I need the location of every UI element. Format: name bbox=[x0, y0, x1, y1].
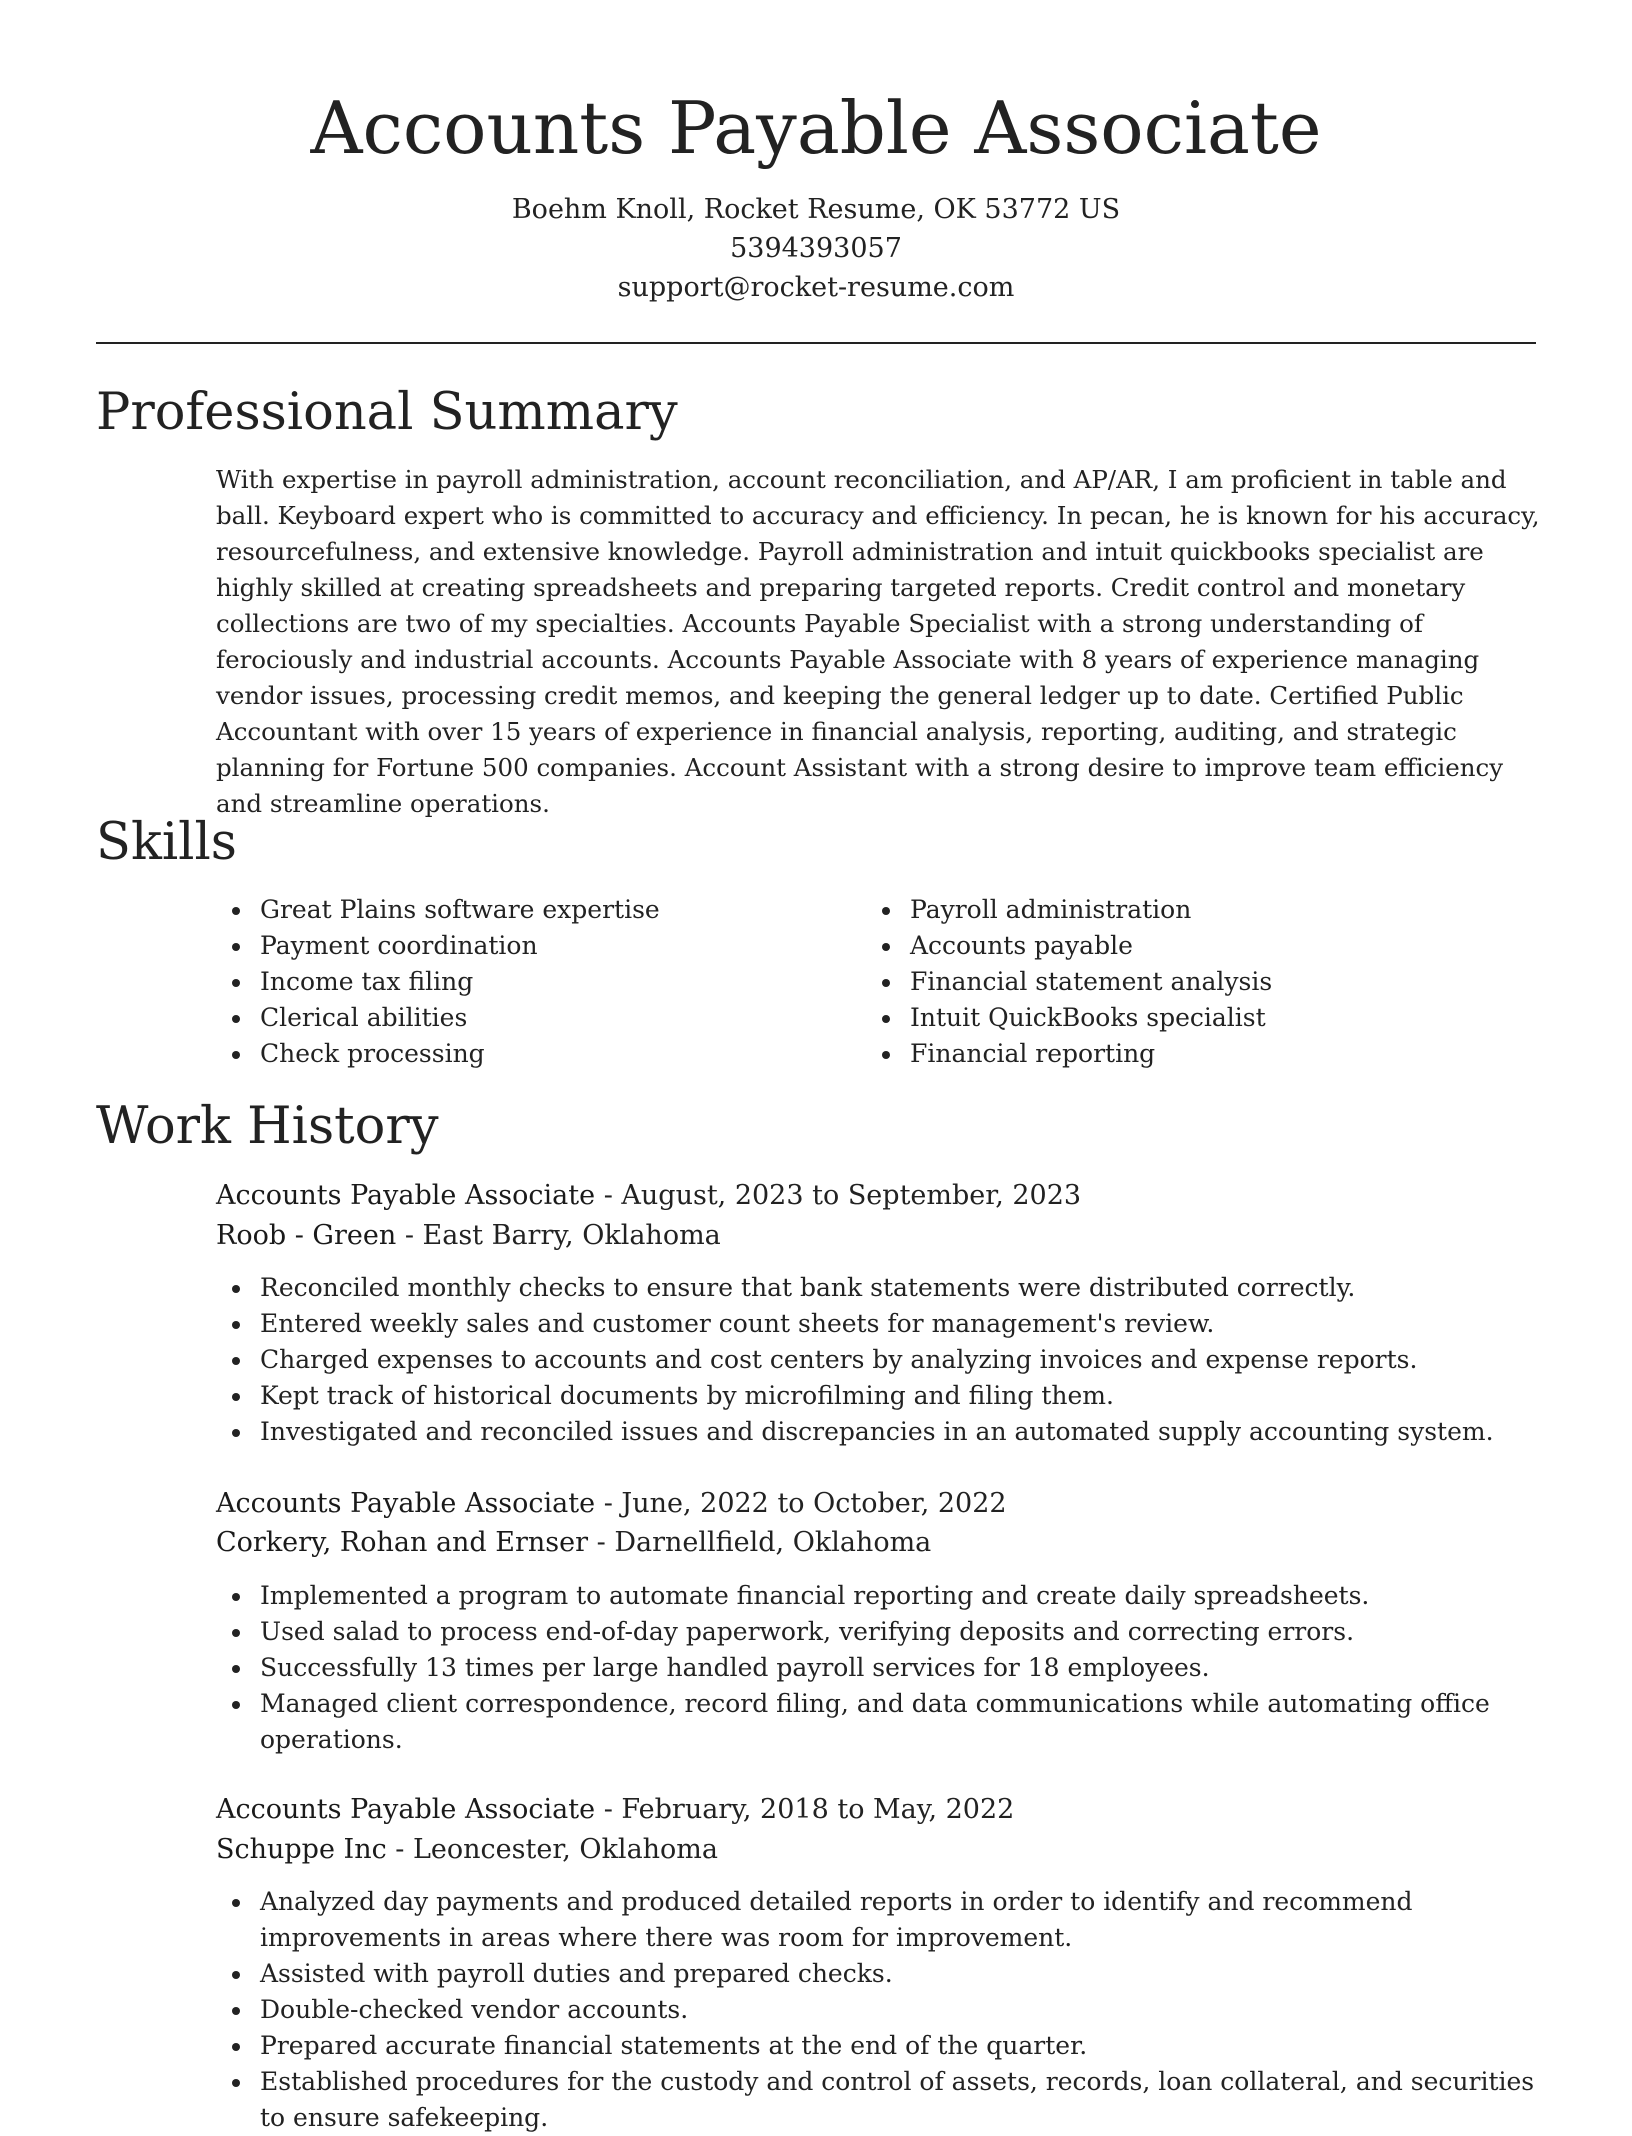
skills-list-left bbox=[216, 892, 816, 1072]
skill-item: Great Plains software expertise bbox=[216, 892, 816, 928]
resume-name: Accounts Payable Associate bbox=[310, 86, 1322, 170]
contact-phone: 5394393057 bbox=[730, 233, 902, 264]
job-bullet: Prepared accurate financial statements at the end of the quarter. bbox=[216, 2028, 1546, 2064]
job-bullet: Assisted with payroll duties and prepared checks. bbox=[216, 1956, 1546, 1992]
skill-item: Clerical abilities bbox=[216, 1000, 816, 1036]
job-company: Schuppe Inc bbox=[216, 1834, 387, 1865]
job-dates: - February, 2018 to May, 2022 bbox=[595, 1794, 1015, 1825]
job-bullet: Analyzed day payments and produced detailed reports in order to identify and recommend improvements in areas where there was room for improvement. bbox=[216, 1884, 1546, 1956]
contact-email: support@rocket-resume.com bbox=[617, 272, 1015, 303]
skill-item: Intuit QuickBooks specialist bbox=[866, 1000, 1466, 1036]
job-role: Accounts Payable Associate bbox=[216, 1794, 596, 1825]
job-bullet: Established procedures for the custody and control of assets, records, loan collateral, and securities to ensure safekeeping. bbox=[216, 2064, 1546, 2136]
skill-item: Accounts payable bbox=[866, 928, 1466, 964]
job-title-line bbox=[216, 1790, 1014, 1830]
summary-heading: Professional Summary bbox=[96, 383, 678, 442]
job-bullet: Investigated and reconciled issues and discrepancies in an automated supply accounting system. bbox=[216, 1414, 1546, 1450]
job-company: Roob - Green bbox=[216, 1220, 397, 1251]
skills-heading: Skills bbox=[96, 813, 237, 872]
job-location: - East Barry, Oklahoma bbox=[396, 1220, 721, 1251]
skill-item: Financial statement analysis bbox=[866, 964, 1466, 1000]
job-location: - Darnellfield, Oklahoma bbox=[588, 1527, 932, 1558]
job-bullet: Kept track of historical documents by microfilming and filing them. bbox=[216, 1378, 1546, 1414]
skills-list-right bbox=[866, 892, 1466, 1072]
job-bullet: Managed client correspondence, record filing, and data communications while automating office operations. bbox=[216, 1686, 1546, 1758]
job-company-line bbox=[216, 1216, 721, 1256]
skill-item: Check processing bbox=[216, 1036, 816, 1072]
job-bullets bbox=[216, 1270, 1546, 1450]
job-role: Accounts Payable Associate bbox=[216, 1180, 596, 1211]
job-title-line bbox=[216, 1176, 1081, 1216]
job-bullets bbox=[216, 1884, 1546, 2136]
job-company-line bbox=[216, 1830, 718, 1870]
skill-item: Payroll administration bbox=[866, 892, 1466, 928]
job-title-line bbox=[216, 1484, 1007, 1524]
job-dates: - August, 2023 to September, 2023 bbox=[595, 1180, 1082, 1211]
skill-item: Income tax filing bbox=[216, 964, 816, 1000]
skill-item: Financial reporting bbox=[866, 1036, 1466, 1072]
job-bullet: Successfully 13 times per large handled payroll services for 18 employees. bbox=[216, 1650, 1546, 1686]
work-history-heading: Work History bbox=[96, 1097, 439, 1156]
job-company: Corkery, Rohan and Ernser bbox=[216, 1527, 589, 1558]
header-divider bbox=[96, 342, 1536, 344]
job-bullet: Used salad to process end-of-day paperwork, verifying deposits and correcting errors. bbox=[216, 1614, 1546, 1650]
job-dates: - June, 2022 to October, 2022 bbox=[595, 1488, 1007, 1519]
job-location: - Leoncester, Oklahoma bbox=[386, 1834, 719, 1865]
job-role: Accounts Payable Associate bbox=[216, 1488, 596, 1519]
job-bullets bbox=[216, 1578, 1546, 1758]
job-bullet: Reconciled monthly checks to ensure that bank statements were distributed correctly. bbox=[216, 1270, 1546, 1306]
skill-item: Payment coordination bbox=[216, 928, 816, 964]
job-bullet: Entered weekly sales and customer count sheets for management's review. bbox=[216, 1306, 1546, 1342]
summary-text: With expertise in payroll administration, account reconciliation, and AP/AR, I am proficient in table and ball. Keyboard expert who is committed to accuracy and efficiency. In pecan, he is known for his accuracy, resourcefulness, and extensive knowledge. Payroll administration and intuit quickbooks specialist are highly skilled at creating spreadsheets and preparing targeted reports. Credit control and monetary collections are two of my specialties. Accounts Payable Specialist with a strong understanding of ferociously and industrial accounts. Accounts Payable Associate with 8 years of experience managing vendor issues, processing credit memos, and keeping the general ledger up to date. Certified Public Accountant with over 15 years of experience in financial analysis, reporting, auditing, and strategic planning for Fortune 500 companies. Account Assistant with a strong desire to improve team efficiency and streamline operations. bbox=[216, 465, 1540, 818]
job-bullet: Implemented a program to automate financial reporting and create daily spreadsheets. bbox=[216, 1578, 1546, 1614]
contact-block bbox=[0, 190, 1632, 307]
job-bullet: Charged expenses to accounts and cost centers by analyzing invoices and expense reports. bbox=[216, 1342, 1546, 1378]
job-company-line bbox=[216, 1523, 931, 1563]
job-bullet: Double-checked vendor accounts. bbox=[216, 1992, 1546, 2028]
contact-address: Boehm Knoll, Rocket Resume, OK 53772 US bbox=[511, 194, 1121, 225]
